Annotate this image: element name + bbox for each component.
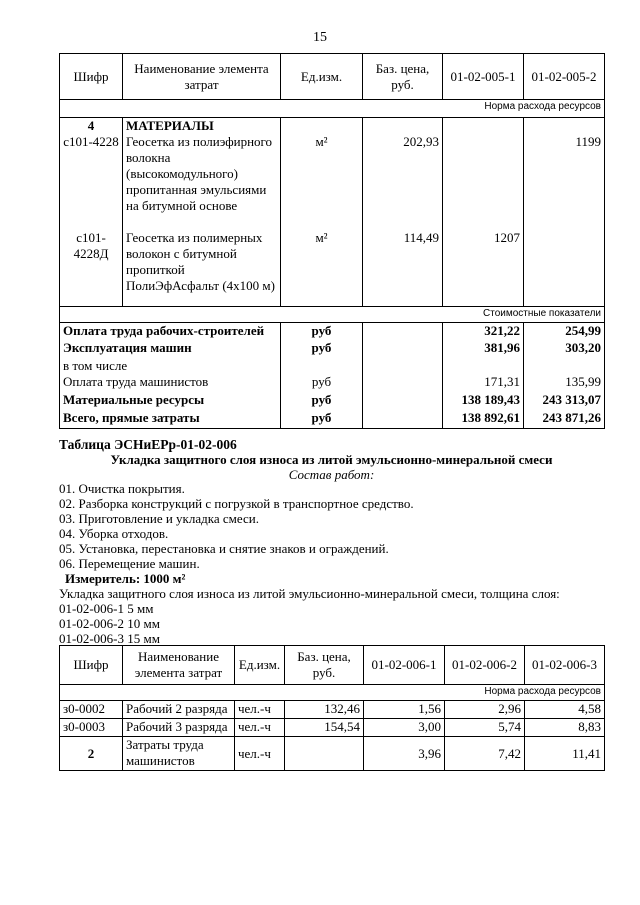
norm-label: Норма расхода ресурсов: [60, 100, 605, 118]
list-item: 05. Установка, перестановка и снятие знаков и ограждений.: [59, 541, 389, 556]
material-name: Геосетка из полиэфирного волокна (высокомодульного) пропитанная эмульсиями на битумной основе: [123, 134, 281, 230]
row-unit: чел.-ч: [235, 719, 285, 737]
cost-value-2: 243 871,26: [524, 410, 605, 428]
row-value-3: 11,41: [525, 737, 605, 771]
section-code: 4: [60, 118, 123, 135]
list-item: 03. Приготовление и укладка смеси.: [59, 511, 259, 526]
header-cell: Наименование элемента затрат: [123, 646, 235, 685]
row-price: [285, 737, 364, 771]
table-row: [60, 374, 605, 392]
section-title: МАТЕРИАЛЫ: [123, 118, 281, 135]
header-cell: 01-02-005-1: [443, 54, 524, 100]
row-name: Затраты труда машинистов: [123, 737, 235, 771]
material-code: с101-4228: [60, 134, 123, 230]
cost-name: Оплата труда машинистов: [60, 374, 281, 392]
material-code: с101-4228Д: [60, 230, 123, 306]
material-value-2: 1199: [524, 134, 605, 230]
material-value-1: 1207: [443, 230, 524, 306]
table-title: Таблица ЭСНиЕРр-01-02-006: [59, 437, 237, 452]
row-name: Рабочий 2 разряда: [123, 701, 235, 719]
cost-unit: руб: [281, 392, 363, 410]
cost-unit: руб: [281, 410, 363, 428]
row-value-1: 3,96: [364, 737, 445, 771]
list-item: 06. Перемещение машин.: [59, 556, 200, 571]
cost-value-1: 138 892,61: [443, 410, 524, 428]
cost-label: Стоимостные показатели: [60, 306, 605, 322]
table-row: [60, 340, 605, 358]
header-cell: Ед.изм.: [281, 54, 363, 100]
cost-value-2: 135,99: [524, 374, 605, 392]
table-row: [60, 737, 605, 771]
cost-name: в том числе: [60, 358, 281, 374]
row-code: з0-0002: [60, 701, 123, 719]
list-item: 01. Очистка покрытия.: [59, 481, 185, 496]
resource-table-006: [59, 645, 605, 771]
table-row: [60, 358, 605, 374]
row-value-2: 7,42: [445, 737, 525, 771]
cost-unit: руб: [281, 374, 363, 392]
row-value-3: 8,83: [525, 719, 605, 737]
row-code: 2: [60, 737, 123, 771]
section-heading: Укладка защитного слоя износа из литой эмульсионно-минеральной смеси: [110, 452, 553, 467]
header-cell: 01-02-006-2: [445, 646, 525, 685]
row-price: 132,46: [285, 701, 364, 719]
header-cell: Баз. цена, руб.: [285, 646, 364, 685]
norm-label: Норма расхода ресурсов: [60, 685, 605, 701]
cost-name: Всего, прямые затраты: [60, 410, 281, 428]
table-row: [60, 392, 605, 410]
row-name: Рабочий 3 разряда: [123, 719, 235, 737]
header-cell: Наименование элемента затрат: [123, 54, 281, 100]
variant-item: 01-02-006-1 5 мм: [59, 601, 154, 616]
composition-label: Состав работ:: [288, 467, 375, 482]
row-value-2: 2,96: [445, 701, 525, 719]
cost-value-2: 303,20: [524, 340, 605, 358]
resource-table-005: [59, 53, 605, 429]
header-cell: Шифр: [60, 54, 123, 100]
section-heading-block: [59, 437, 619, 482]
cost-name: Материальные ресурсы: [60, 392, 281, 410]
row-value-3: 4,58: [525, 701, 605, 719]
table-header-row: [60, 646, 605, 685]
material-value-2: [524, 230, 605, 306]
table-row: [60, 134, 605, 230]
cost-value-1: 321,22: [443, 322, 524, 340]
work-steps-list: [59, 481, 619, 646]
cost-value-2: 254,99: [524, 322, 605, 340]
variant-item: 01-02-006-3 15 мм: [59, 631, 160, 646]
description: Укладка защитного слоя износа из литой эмульсионно-минеральной смеси, толщина слоя:: [59, 586, 560, 601]
row-price: 154,54: [285, 719, 364, 737]
row-value-2: 5,74: [445, 719, 525, 737]
material-unit: м²: [281, 134, 363, 230]
section-row: [60, 118, 605, 135]
cost-value-1: 138 189,43: [443, 392, 524, 410]
header-cell: 01-02-005-2: [524, 54, 605, 100]
material-name: Геосетка из полимерных волокон с битумной пропиткой ПолиЭфАсфальт (4х100 м): [123, 230, 281, 306]
cost-unit: руб: [281, 340, 363, 358]
cost-name: Эксплуатация машин: [60, 340, 281, 358]
meter-label: Измеритель: 1000 м²: [65, 571, 186, 586]
cost-value-1: 171,31: [443, 374, 524, 392]
list-item: 04. Уборка отходов.: [59, 526, 169, 541]
row-unit: чел.-ч: [235, 701, 285, 719]
cost-value-1: 381,96: [443, 340, 524, 358]
header-cell: Ед.изм.: [235, 646, 285, 685]
material-price: 114,49: [363, 230, 443, 306]
material-price: 202,93: [363, 134, 443, 230]
material-value-1: [443, 134, 524, 230]
list-item: 02. Разборка конструкций с погрузкой в транспортное средство.: [59, 496, 414, 511]
header-cell: 01-02-006-1: [364, 646, 445, 685]
material-unit: м²: [281, 230, 363, 306]
variant-item: 01-02-006-2 10 мм: [59, 616, 160, 631]
row-code: з0-0003: [60, 719, 123, 737]
table-header-row: [60, 54, 605, 100]
table-row: [60, 719, 605, 737]
row-value-1: 3,00: [364, 719, 445, 737]
cost-unit: руб: [281, 322, 363, 340]
header-cell: Баз. цена, руб.: [363, 54, 443, 100]
cost-value-2: 243 313,07: [524, 392, 605, 410]
row-value-1: 1,56: [364, 701, 445, 719]
row-unit: чел.-ч: [235, 737, 285, 771]
table-row: [60, 322, 605, 340]
header-cell: 01-02-006-3: [525, 646, 605, 685]
table-row: [60, 230, 605, 306]
cost-name: Оплата труда рабочих-строителей: [60, 322, 281, 340]
table-row: [60, 701, 605, 719]
page-number: 15: [313, 30, 327, 45]
table-row: [60, 410, 605, 428]
header-cell: Шифр: [60, 646, 123, 685]
